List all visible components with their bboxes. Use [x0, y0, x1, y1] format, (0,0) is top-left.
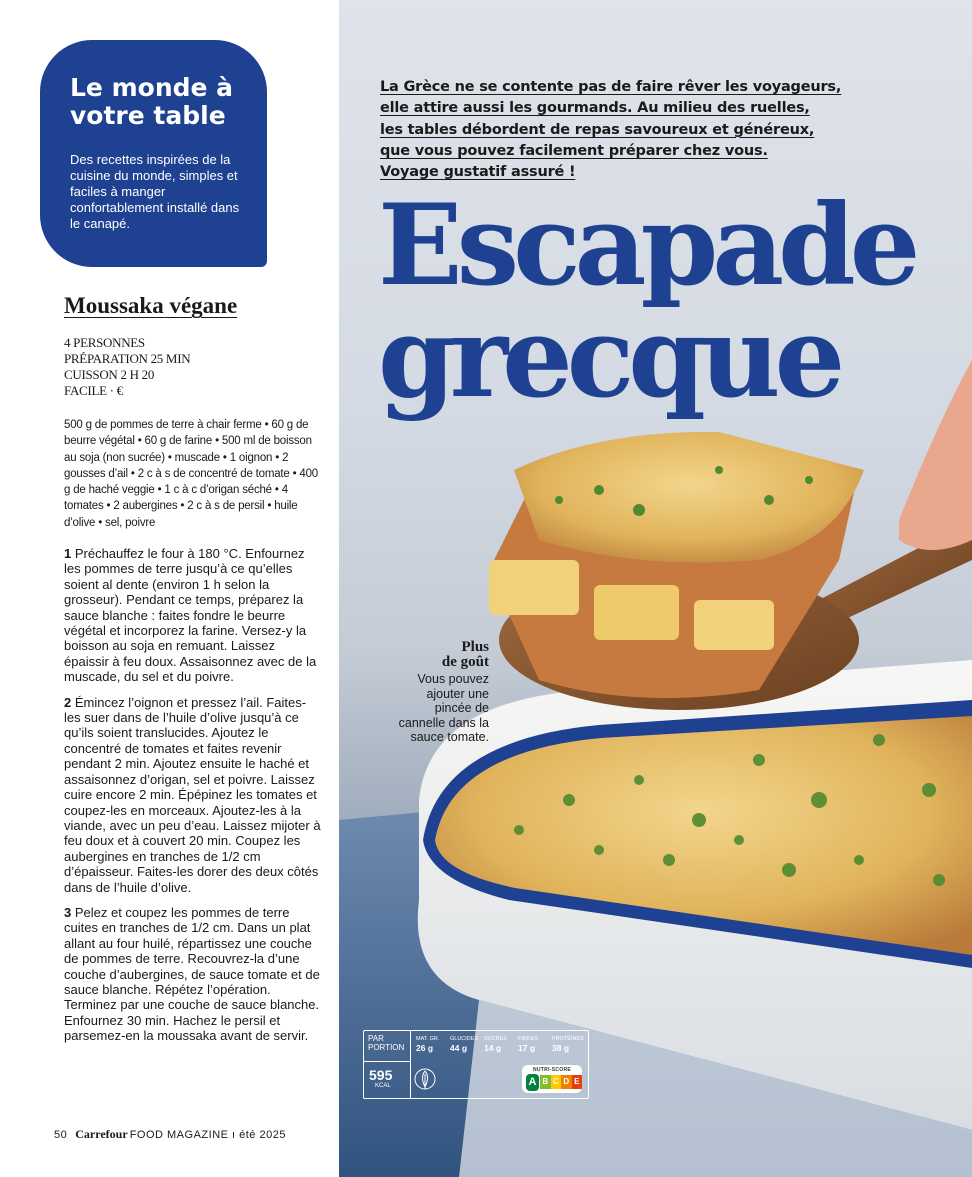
tip-title-line-2: de goût [441, 654, 489, 670]
nutrient-label: SUCRES [484, 1036, 507, 1042]
nutrient-value: 44 g [450, 1043, 468, 1053]
kcal-value: 595 [369, 1067, 393, 1083]
section-banner [40, 40, 267, 267]
page-footer [54, 1127, 286, 1142]
nutrient-item [484, 1036, 518, 1053]
tip-text: Vous pouvez ajouter une pincée de cannelle dans la sauce tomate. [398, 672, 489, 745]
brand-name: Carrefour [75, 1127, 128, 1141]
nutriscore-letter-a: A [525, 1073, 540, 1092]
recipe-column [0, 0, 339, 1177]
nutrient-label: FIBRES [518, 1036, 538, 1042]
meta-cook: CUISSON 2 H 20 [64, 367, 155, 382]
ingredients-list: 500 g de pommes de terre à chair ferme • 60 g de beurre végétal • 60 g de farine • 500 ml de boisson au soja (non sucrée) • muscade • 1 oignon • 2 gousses d’ail • 2 c à s de concentré de tomate • 400 g de haché veggie • 1 c à c d’origan séché • 4 tomates • 2 aubergines • 2 c à s de persil • huile d’olive • sel, poivre [64, 419, 319, 529]
recipe-title-rest: végane [163, 293, 238, 318]
per-label: PAR [368, 1034, 384, 1043]
banner-text: Des recettes inspirées de la cuisine du monde, simples et faciles à manger confortablement installé dans le canapé. [70, 152, 240, 231]
recipe-step [64, 695, 322, 895]
nutrient-item [552, 1036, 586, 1053]
intro-line: les tables débordent de repas savoureux et généreux, [380, 121, 815, 138]
intro-line: La Grèce ne se contente pas de faire rêver les voyageurs, [380, 79, 842, 95]
title-line-1: Escapade [378, 181, 915, 311]
nutrition-panel [363, 1030, 589, 1099]
intro-line: que vous pouvez facilement préparer chez vous. [380, 142, 768, 159]
nutriscore-badge [522, 1065, 582, 1093]
recipe-step [64, 546, 322, 685]
recipe-steps [64, 546, 322, 1054]
recipe-meta [64, 335, 190, 399]
step-text: Pelez et coupez les pommes de terre cuites en tranches de 1/2 cm. Dans un plat allant au four huilé, répartissez une couche de pommes de terre. Recouvrez-la d’une couche d’aubergines, de sauce tomate et de sauce blanche. Répétez l’opération. Terminez par une couche de sauce blanche. Enfournez 30 min. Hachez le persil et parsemez-en la moussaka avant de servir. [64, 904, 320, 1044]
step-number: 1 [64, 546, 72, 561]
nutriscore-letter-b: B [540, 1075, 551, 1089]
page-number: 50 [54, 1129, 68, 1141]
banner-title [70, 74, 245, 130]
nutrient-value: 17 g [518, 1043, 536, 1053]
portion-label: PORTION [368, 1043, 405, 1052]
intro-line: Voyage gustatif assuré ! [380, 164, 576, 181]
recipe-step [64, 905, 322, 1044]
step-text: Émincez l’oignon et pressez l’ail. Faites-les suer dans de l’huile d’olive jusqu’à ce qu’ils soient translucides. Ajoutez le concentré de tomates et faites revenir pendant 2 min. Ajoutez ensuite le haché et assaisonnez d’origan, sel et poivre. Laissez cuire encore 2 min. Épépinez les tomates et coupez-les en morceaux. Ajoutez-les à la viande, avec un peu d’eau. Laissez mijoter à feu doux et à couvert 20 min. Coupez les aubergines en tranches de 1/2 cm d’épaisseur. Faites-les dorer des deux côtés dans de l’huile d’olive. [64, 694, 321, 895]
divider [410, 1031, 411, 1098]
title-line-2: grecque [378, 293, 840, 423]
nutriscore-scale [525, 1075, 582, 1092]
baking-dish [418, 660, 972, 1177]
tip-box [397, 640, 489, 745]
nutriscore-letter-e: E [572, 1075, 583, 1089]
page-title [378, 181, 915, 423]
per-portion-label [368, 1034, 404, 1052]
tip-title-line-1: Plus [461, 639, 489, 655]
nutriscore-letter-d: D [561, 1075, 572, 1089]
intro-line: elle attire aussi les gourmands. Au milieu des ruelles, [380, 100, 810, 117]
vegan-leaf-icon [414, 1065, 436, 1093]
nutrient-value: 14 g [484, 1043, 502, 1053]
nutrient-value: 38 g [552, 1043, 570, 1053]
recipe-title [64, 293, 237, 319]
banner-title-line-1: Le monde à [70, 73, 234, 102]
kcal-label: KCAL [375, 1083, 391, 1089]
nutrient-item [450, 1036, 484, 1053]
hero-photo [339, 0, 972, 1177]
step-text: Préchauffez le four à 180 °C. Enfournez les pommes de terre jusqu’à ce qu’elles soient al dente (environ 1 h selon la grosseur). Pendant ce temps, préparez la sauce blanche : faites fondre le beurre végétal et incorporez la farine. Versez-y la boisson au soja en remuant. Laissez épaissir à feu doux. Assaisonnez avec de la muscade, du sel et du poivre. [64, 546, 317, 685]
nutrient-item [518, 1036, 552, 1053]
recipe-title-bold: Moussaka [64, 293, 164, 318]
intro-text [380, 77, 841, 183]
nutrient-label: MAT. GR. [416, 1036, 440, 1042]
step-number: 2 [64, 694, 72, 710]
meta-servings: 4 PERSONNES [64, 335, 145, 350]
meta-difficulty: FACILE · € [64, 383, 123, 398]
magazine-issue: FOOD MAGAZINE ı été 2025 [129, 1129, 286, 1141]
meta-prep: PRÉPARATION 25 MIN [64, 351, 191, 366]
banner-title-line-2: votre table [70, 101, 226, 130]
divider [364, 1061, 410, 1062]
nutrient-list [416, 1036, 586, 1053]
tip-title [397, 640, 489, 670]
step-number: 3 [64, 904, 72, 920]
nutrient-item [416, 1036, 450, 1053]
nutriscore-letter-c: C [551, 1075, 562, 1089]
nutriscore-title: NUTRI-SCORE [532, 1067, 572, 1073]
nutrient-label: GLUCIDES [450, 1036, 479, 1042]
nutrient-value: 26 g [416, 1043, 434, 1053]
nutrient-label: PROTÉINES [552, 1036, 584, 1042]
